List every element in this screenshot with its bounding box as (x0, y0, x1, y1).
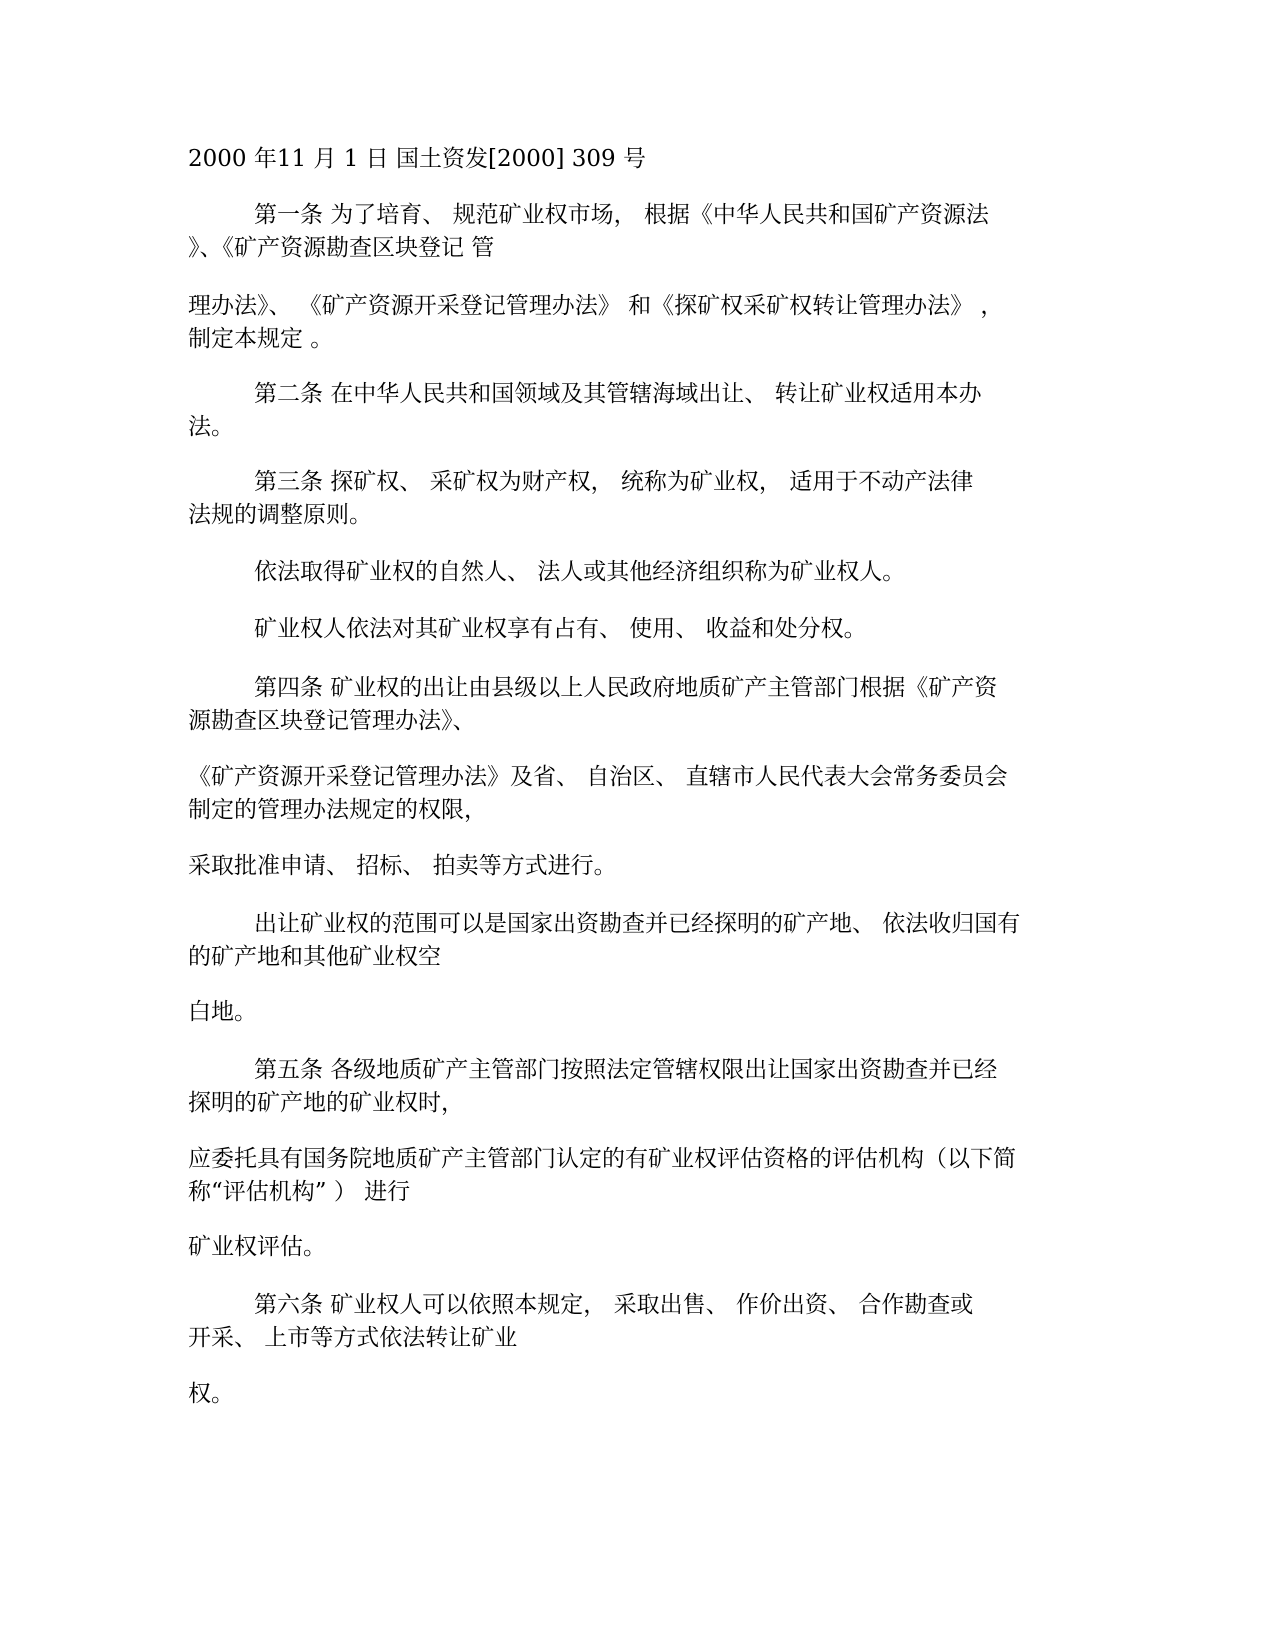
paragraph-article-1 (188, 199, 1088, 265)
paragraph-article-6 (188, 1289, 1088, 1355)
text-line: 白地。 (188, 999, 257, 1025)
text-line: 第五条 各级地质矿产主管部门按照法定管辖权限出让国家出资勘查并已经 (254, 1057, 998, 1083)
paragraph-article-4-scope-cont (188, 996, 1088, 1029)
date-line: 2000 年11 月 1 日 国土资发[2000] 309 号 (188, 146, 646, 172)
text-line: 应委托具有国务院地质矿产主管部门认定的有矿业权评估资格的评估机构（以下简 (188, 1146, 1016, 1172)
paragraph-article-4 (188, 672, 1088, 738)
document-header-date (188, 143, 1088, 176)
text-line: 法。 (188, 414, 234, 440)
text-line: 第二条 在中华人民共和国领域及其管辖海域出让、 转让矿业权适用本办 (254, 381, 982, 407)
text-line: 源勘查区块登记管理办法》、 (188, 708, 476, 734)
paragraph-article-5 (188, 1054, 1088, 1120)
paragraph-article-4-methods (188, 850, 1088, 883)
text-line: 开采、 上市等方式依法转让矿业 (188, 1325, 518, 1351)
text-line: 权。 (188, 1381, 234, 1407)
text-line: 第三条 探矿权、 采矿权为财产权， 统称为矿业权， 适用于不动产法律 (254, 469, 974, 495)
text-line: 法规的调整原则。 (188, 502, 372, 528)
paragraph-article-5-end (188, 1231, 1088, 1264)
text-line: 》、《矿产资源勘查区块登记 管 (188, 235, 495, 261)
paragraph-article-5-cont (188, 1143, 1088, 1209)
paragraph-article-3-rights (188, 613, 1088, 646)
text-line: 第四条 矿业权的出让由县级以上人民政府地质矿产主管部门根据《矿产资 (254, 675, 998, 701)
text-line: 矿业权人依法对其矿业权享有占有、 使用、 收益和处分权。 (254, 616, 867, 642)
paragraph-article-2 (188, 378, 1088, 444)
text-line: 制定本规定 。 (188, 326, 334, 352)
text-line: 矿业权评估。 (188, 1234, 326, 1260)
text-line: 理办法》、 《矿产资源开采登记管理办法》 和《探矿权采矿权转让管理办法》 ， (188, 293, 1004, 319)
text-line: 第六条 矿业权人可以依照本规定， 采取出售、 作价出资、 合作勘查或 (254, 1292, 974, 1318)
paragraph-article-3-holders (188, 556, 1088, 589)
text-line: 的矿产地和其他矿业权空 (188, 944, 441, 970)
paragraph-article-4-scope (188, 908, 1088, 974)
paragraph-article-4-cont (188, 761, 1088, 827)
text-line: 第一条 为了培育、 规范矿业权市场， 根据《中华人民共和国矿产资源法 (254, 202, 989, 228)
paragraph-article-3 (188, 466, 1088, 532)
text-line: 依法取得矿业权的自然人、 法人或其他经济组织称为矿业权人。 (254, 559, 906, 585)
text-line: 采取批准申请、 招标、 拍卖等方式进行。 (188, 853, 617, 879)
text-line: 称“评估机构” ） 进行 (188, 1179, 411, 1205)
text-line: 出让矿业权的范围可以是国家出资勘查并已经探明的矿产地、 依法收归国有 (254, 911, 1021, 937)
text-line: 探明的矿产地的矿业权时， (188, 1090, 464, 1116)
text-line: 制定的管理办法规定的权限， (188, 797, 487, 823)
paragraph-article-6-end (188, 1378, 1088, 1411)
text-line: 《矿产资源开采登记管理办法》及省、 自治区、 直辖市人民代表大会常务委员会 (188, 764, 1008, 790)
paragraph-article-1-cont (188, 290, 1088, 356)
